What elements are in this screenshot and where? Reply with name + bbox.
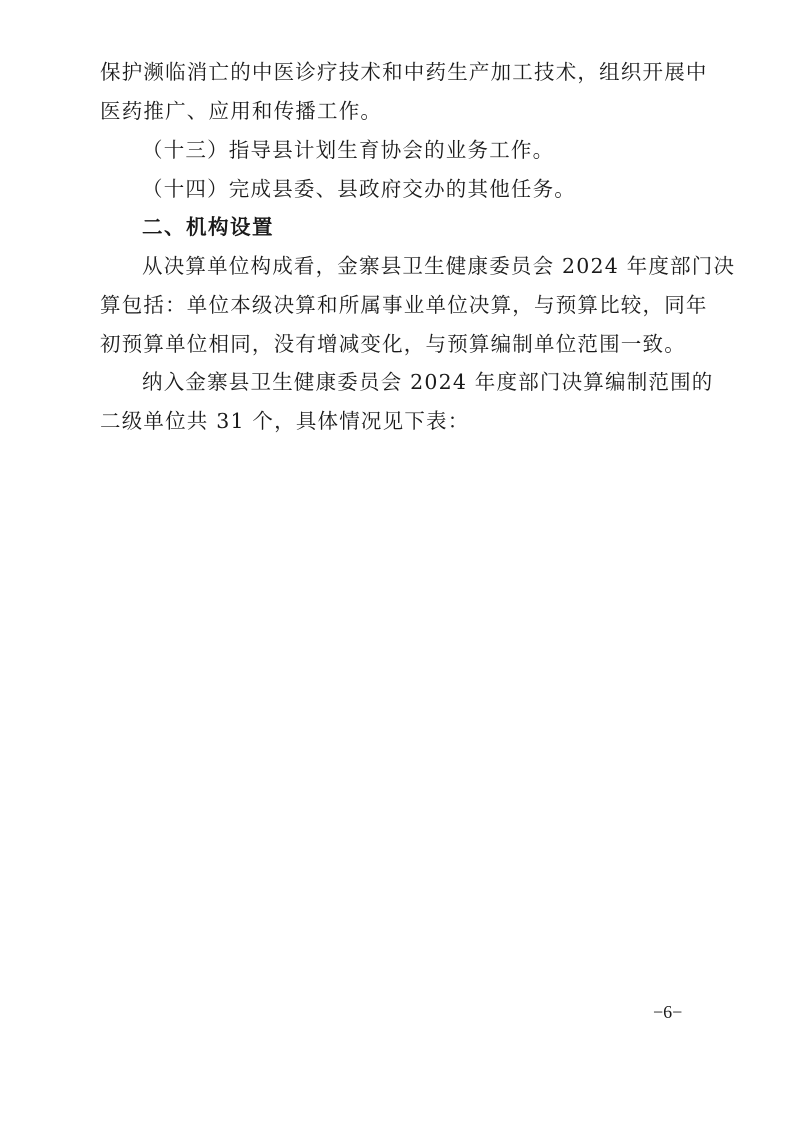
body-text-line: 纳入金寨县卫生健康委员会 2024 年度部门决算编制范围的 (142, 370, 714, 394)
body-text-line: 算包括：单位本级决算和所属事业单位决算，与预算比较，同年 (100, 293, 708, 317)
body-text-line: 二级单位共 31 个，具体情况见下表： (100, 409, 470, 433)
page-number: −6− (653, 1002, 683, 1022)
body-text-line: 医药推广、应用和传播工作。 (100, 99, 383, 123)
section-heading: 二、机构设置 (142, 215, 274, 239)
list-item-13: （十三）指导县计划生育协会的业务工作。 (142, 138, 555, 162)
list-item-14: （十四）完成县委、县政府交办的其他任务。 (142, 177, 576, 201)
body-text-line: 从决算单位构成看，金寨县卫生健康委员会 2024 年度部门决 (142, 254, 736, 278)
body-text-line: 初预算单位相同，没有增减变化，与预算编制单位范围一致。 (100, 332, 686, 356)
body-text-line: 保护濒临消亡的中医诊疗技术和中药生产加工技术，组织开展中 (100, 60, 708, 84)
